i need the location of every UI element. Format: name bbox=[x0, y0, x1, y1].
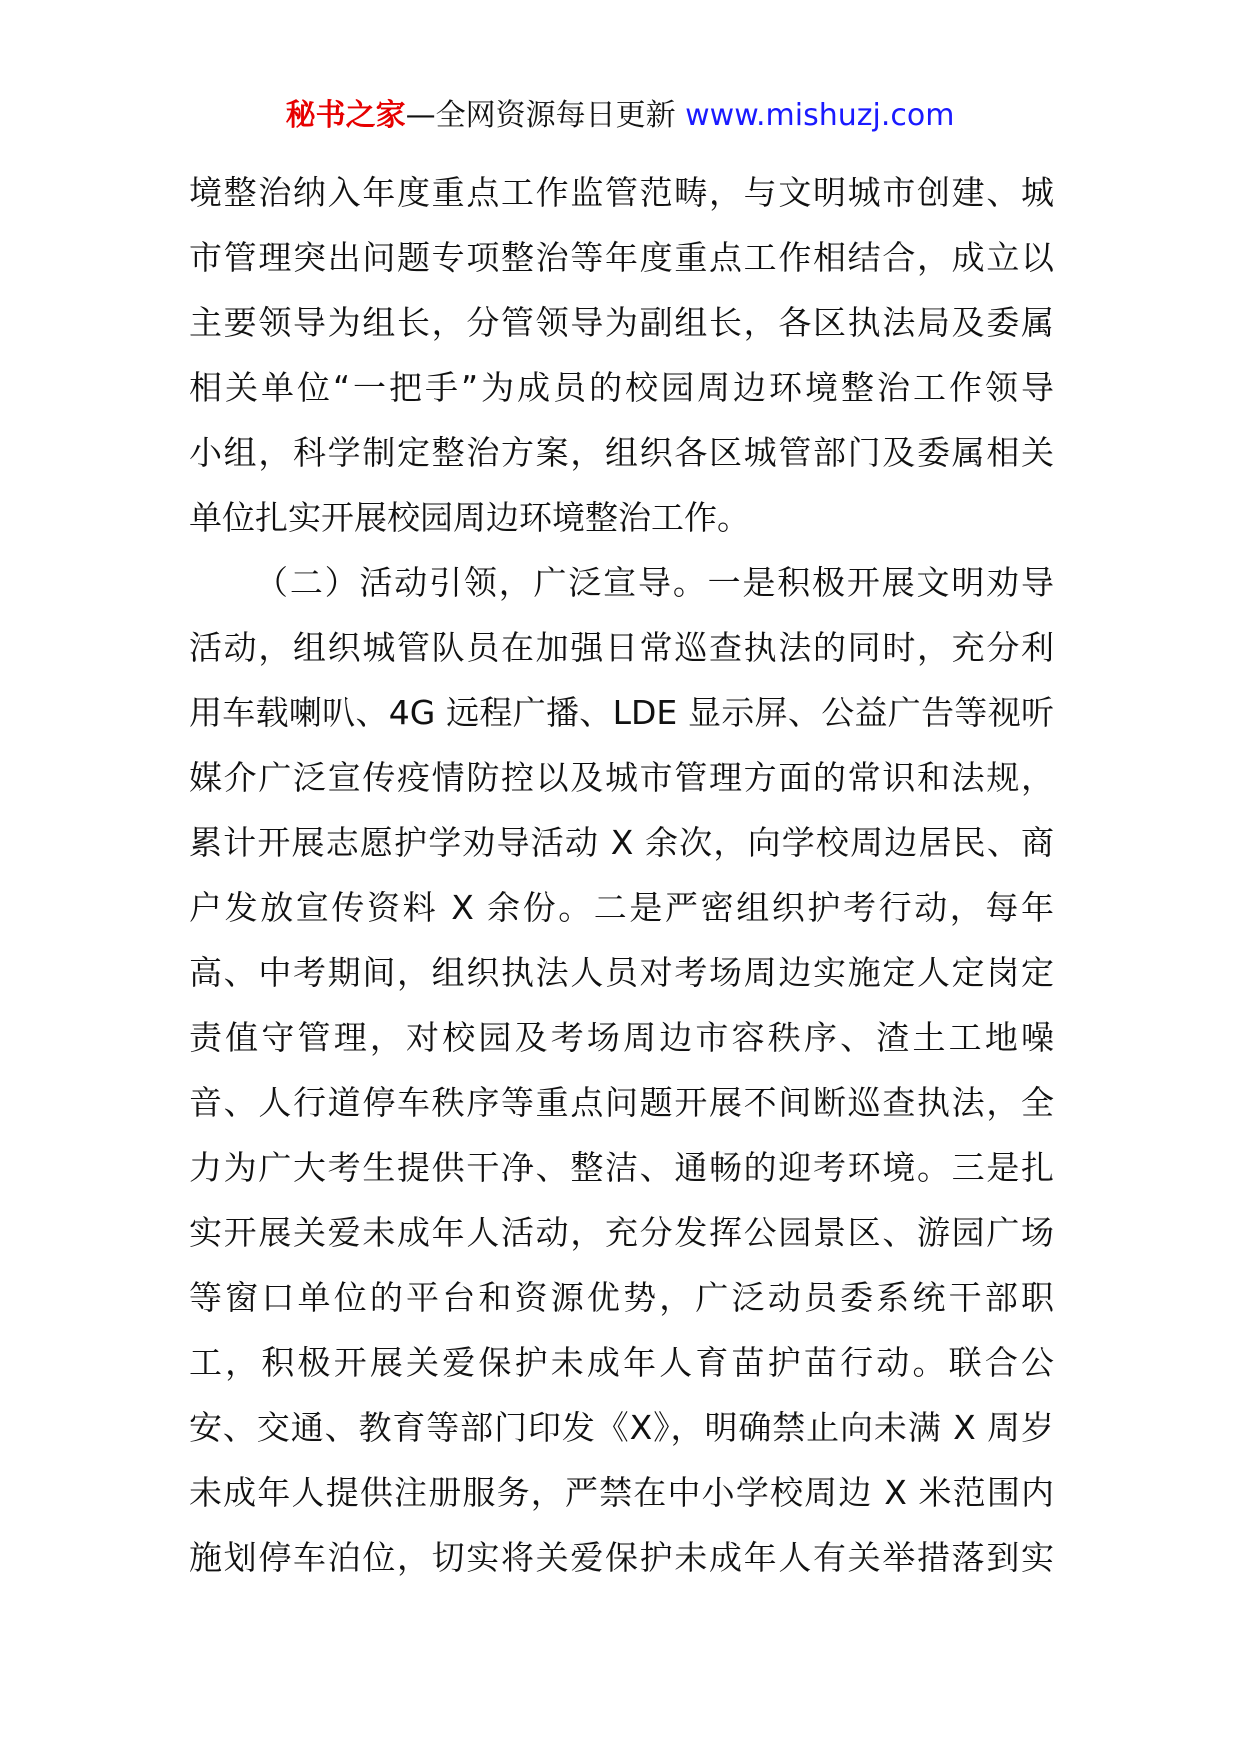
text-line: 活动，组织城管队员在加强日常巡查执法的同时，充分利 bbox=[189, 628, 1054, 667]
text-line: 主要领导为组长，分管领导为副组长，各区执法局及委属 bbox=[189, 303, 1054, 342]
site-url[interactable]: www.mishuzj.com bbox=[685, 98, 955, 133]
text-line: 工，积极开展关爱保护未成年人育苗护苗行动。联合公 bbox=[189, 1343, 1054, 1382]
watermark-header bbox=[0, 96, 1240, 136]
text-line: 音、人行道停车秩序等重点问题开展不间断巡查执法，全 bbox=[189, 1083, 1054, 1122]
document-body bbox=[189, 160, 1054, 1590]
paragraph-end-line: 单位扎实开展校园周边环境整治工作。 bbox=[189, 498, 750, 537]
text-line: 市管理突出问题专项整治等年度重点工作相结合，成立以 bbox=[189, 238, 1054, 277]
text-line: 等窗口单位的平台和资源优势，广泛动员委系统干部职 bbox=[189, 1278, 1054, 1317]
text-line: 小组，科学制定整治方案，组织各区城管部门及委属相关 bbox=[189, 433, 1054, 472]
text-line: 力为广大考生提供干净、整洁、通畅的迎考环境。三是扎 bbox=[189, 1148, 1054, 1187]
text-line: 实开展关爱未成年人活动，充分发挥公园景区、游园广场 bbox=[189, 1213, 1054, 1252]
section-heading-line: （二）活动引领，广泛宣导。一是积极开展文明劝导 bbox=[255, 563, 1054, 602]
text-line: 媒介广泛宣传疫情防控以及城市管理方面的常识和法规， bbox=[189, 758, 1054, 797]
text-line: 累计开展志愿护学劝导活动 X 余次，向学校周边居民、商 bbox=[189, 823, 1054, 862]
text-line: 未成年人提供注册服务，严禁在中小学校周边 X 米范围内 bbox=[189, 1473, 1054, 1512]
text-line: 相关单位“一把手”为成员的校园周边环境整治工作领导 bbox=[189, 368, 1054, 407]
text-line: 户发放宣传资料 X 余份。二是严密组织护考行动，每年 bbox=[189, 888, 1054, 927]
text-line: 用车载喇叭、4G 远程广播、LDE 显示屏、公益广告等视听 bbox=[189, 693, 1054, 732]
text-line: 安、交通、教育等部门印发《X》，明确禁止向未满 X 周岁 bbox=[189, 1408, 1054, 1447]
site-slogan: —全网资源每日更新 bbox=[405, 98, 686, 133]
text-line: 施划停车泊位，切实将关爱保护未成年人有关举措落到实 bbox=[189, 1538, 1054, 1577]
text-line: 境整治纳入年度重点工作监管范畴，与文明城市创建、城 bbox=[189, 173, 1054, 212]
text-line: 责值守管理，对校园及考场周边市容秩序、渣土工地噪 bbox=[189, 1018, 1054, 1057]
site-brand: 秘书之家 bbox=[285, 98, 406, 133]
text-line: 高、中考期间，组织执法人员对考场周边实施定人定岗定 bbox=[189, 953, 1054, 992]
